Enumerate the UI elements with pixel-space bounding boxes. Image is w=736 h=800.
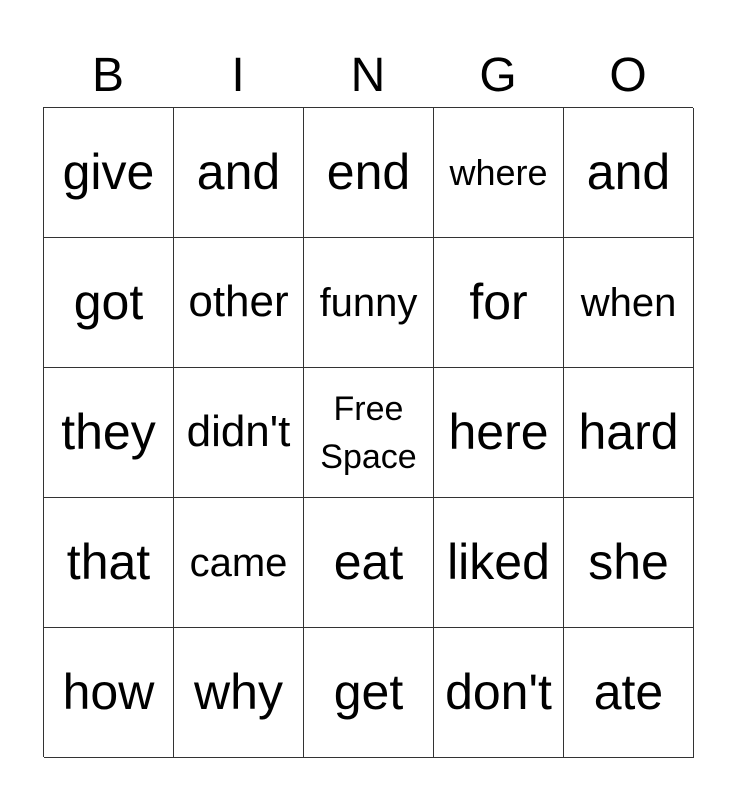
free-space-cell[interactable] [304, 368, 434, 498]
bingo-cell[interactable]: came [174, 498, 304, 628]
header-letter-i: I [231, 49, 245, 102]
bingo-cell[interactable]: for [434, 238, 564, 368]
bingo-cell[interactable]: give [44, 108, 174, 238]
bingo-cell[interactable]: got [44, 238, 174, 368]
bingo-grid [43, 107, 693, 757]
bingo-cell[interactable]: and [174, 108, 304, 238]
bingo-cell[interactable]: end [304, 108, 434, 238]
bingo-cell[interactable]: get [304, 628, 434, 758]
header-letter-o: O [609, 49, 647, 102]
bingo-cell[interactable]: where [434, 108, 564, 238]
bingo-cell[interactable]: here [434, 368, 564, 498]
bingo-cell[interactable]: didn't [174, 368, 304, 498]
bingo-cell[interactable]: she [564, 498, 694, 628]
free-space-line-1: Free [333, 389, 404, 428]
bingo-cell[interactable]: don't [434, 628, 564, 758]
free-space-line-2: Space [320, 437, 417, 476]
header-letter-b: B [91, 49, 124, 102]
bingo-cell[interactable]: how [44, 628, 174, 758]
header-letter-n: N [350, 49, 386, 102]
bingo-cell[interactable]: ate [564, 628, 694, 758]
bingo-cell[interactable]: that [44, 498, 174, 628]
header-letter-g: G [479, 49, 517, 102]
bingo-cell[interactable]: why [174, 628, 304, 758]
bingo-cell[interactable]: other [174, 238, 304, 368]
bingo-cell[interactable]: liked [434, 498, 564, 628]
bingo-cell[interactable]: eat [304, 498, 434, 628]
bingo-cell[interactable]: hard [564, 368, 694, 498]
bingo-header [43, 48, 693, 103]
bingo-cell[interactable]: when [564, 238, 694, 368]
bingo-cell[interactable]: and [564, 108, 694, 238]
bingo-cell[interactable]: they [44, 368, 174, 498]
bingo-cell[interactable]: funny [304, 238, 434, 368]
